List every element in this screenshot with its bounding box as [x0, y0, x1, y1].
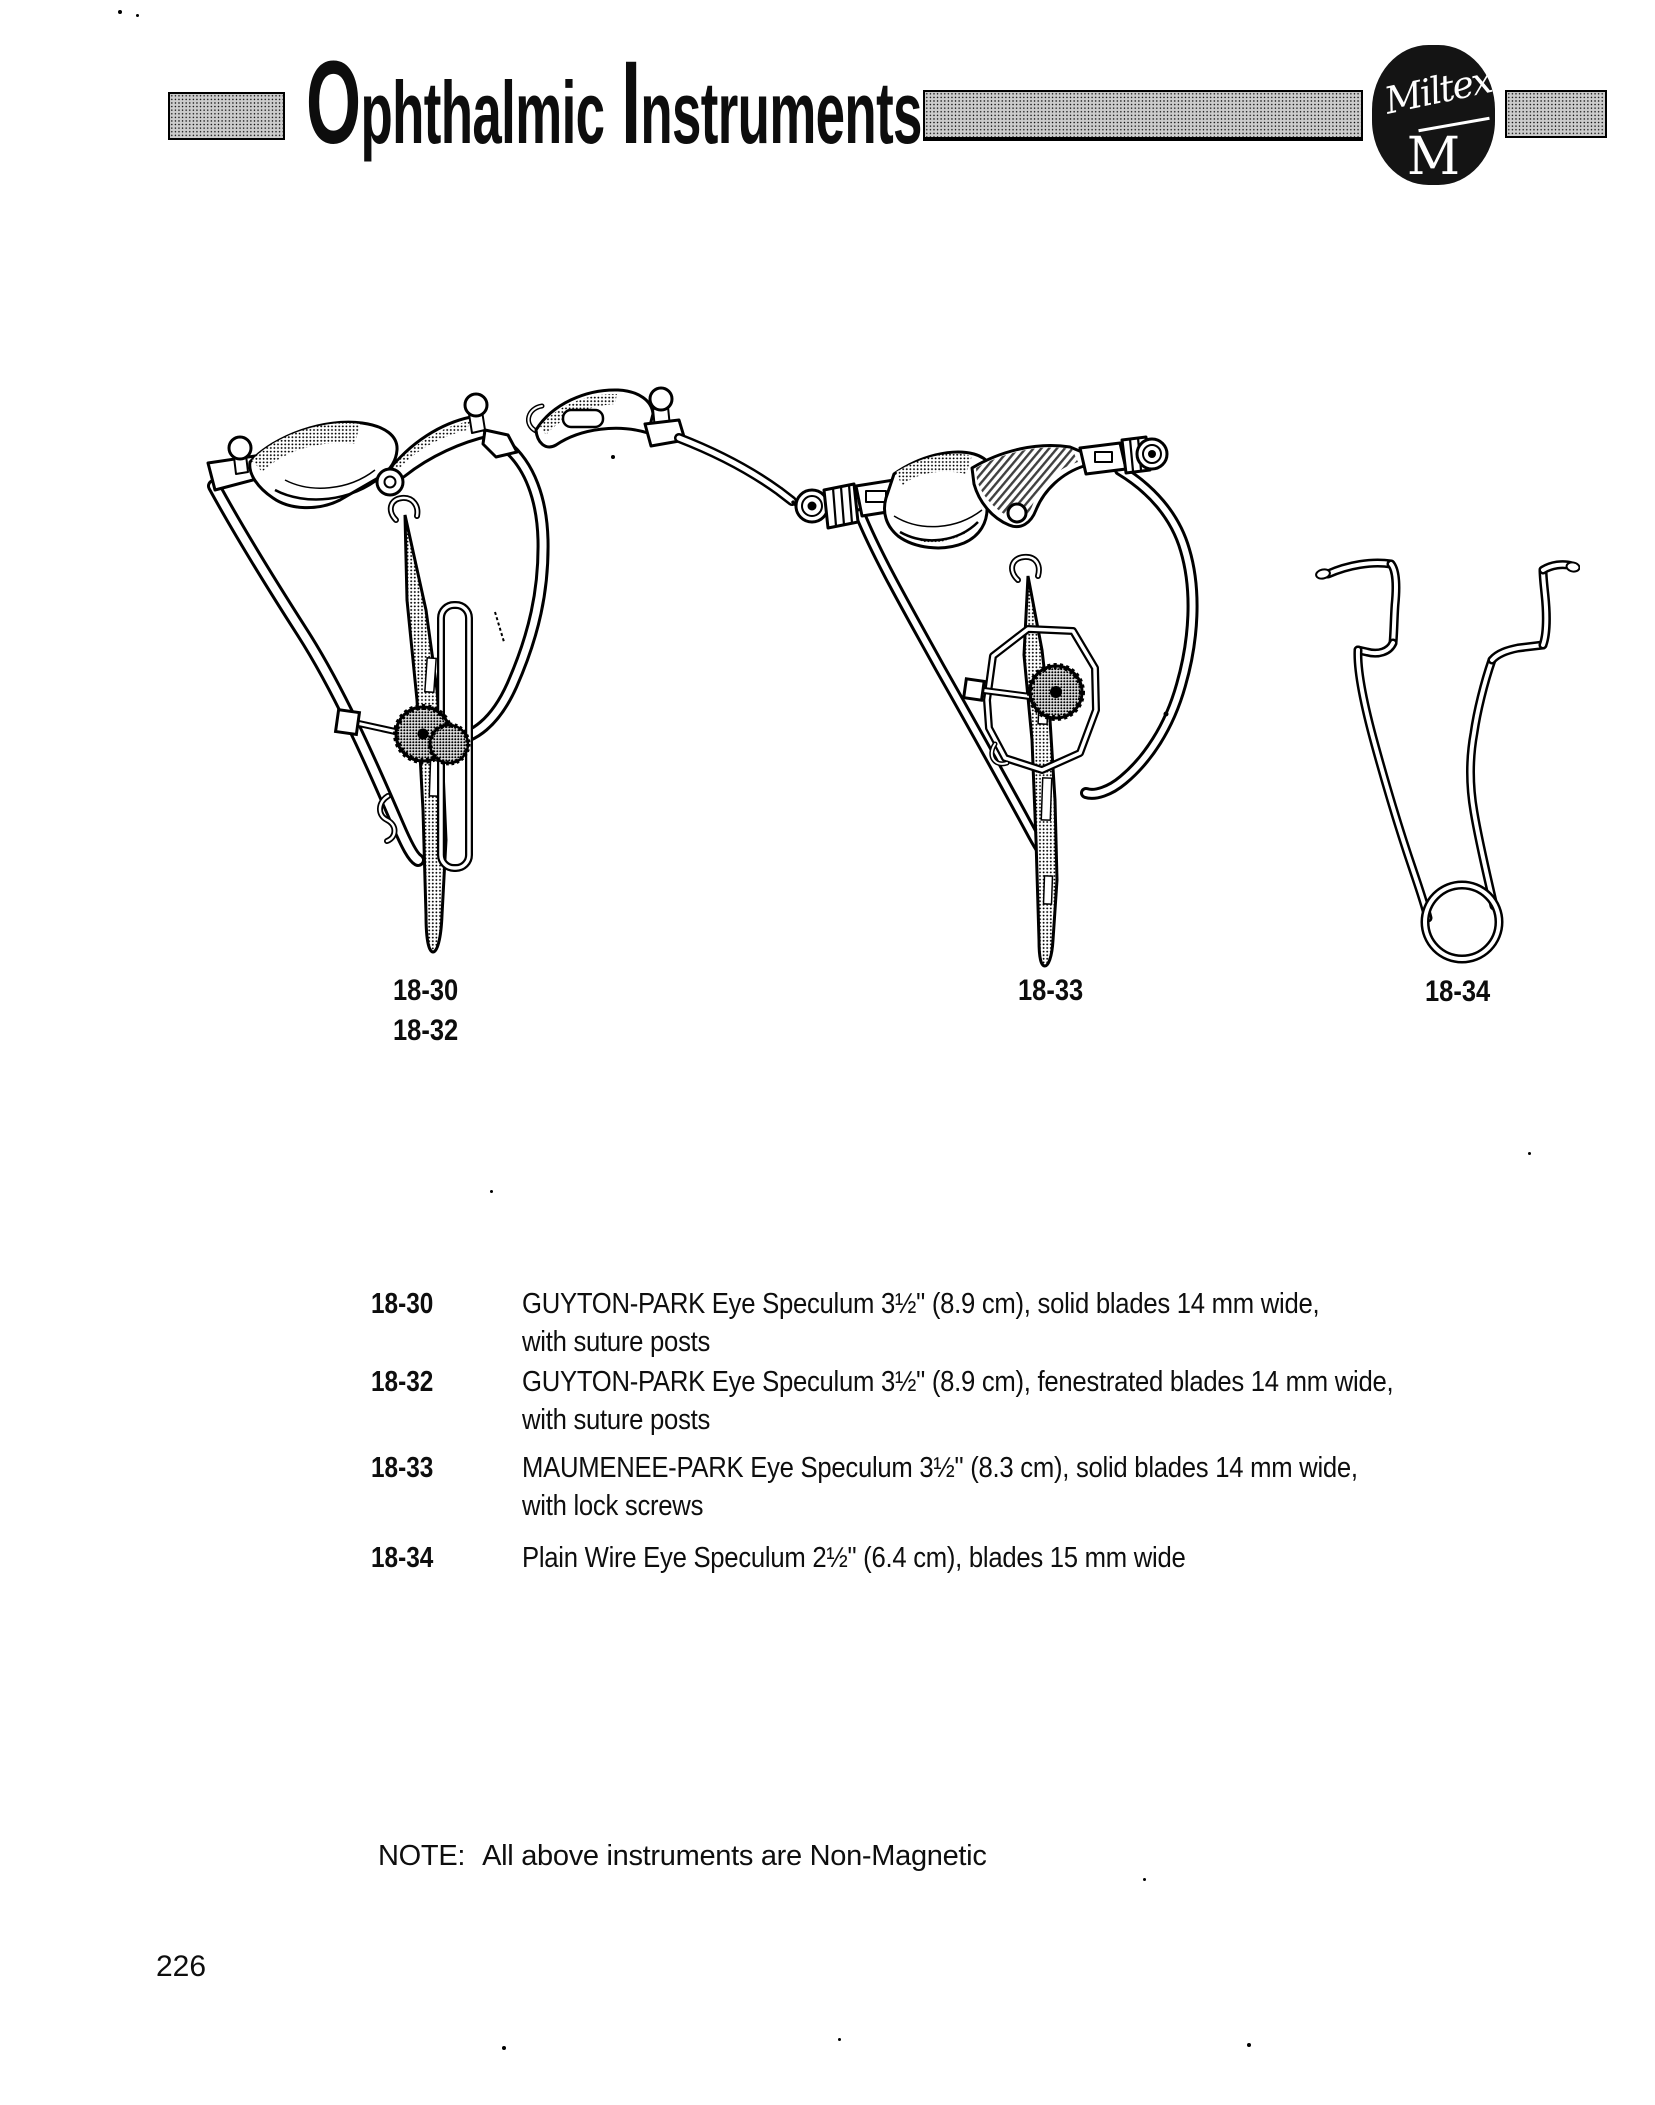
item-description-line2: with lock screws: [522, 1490, 704, 1522]
figure-label-18-30: 18-30: [393, 974, 459, 1007]
left-blade-with-lock-screw: [796, 452, 993, 548]
item-description-line1: Plain Wire Eye Speculum 2½" (6.4 cm), blades 15 mm wide: [522, 1542, 1186, 1574]
scan-speck: [136, 14, 139, 17]
scan-speck: [118, 10, 122, 14]
scan-speck: [1164, 712, 1169, 717]
note-line: [378, 1840, 987, 1873]
fig-plain-wire-speculum-illustration: [1300, 540, 1580, 975]
left-blade-with-suture-post: [208, 422, 397, 508]
scan-speck: [490, 1190, 493, 1193]
figure-label-18-34: 18-34: [1425, 975, 1491, 1008]
item-description-line1: MAUMENEE-PARK Eye Speculum 3½" (8.3 cm), solid blades 14 mm wide,: [522, 1452, 1358, 1484]
fig-maumenee-park-speculum-illustration: [790, 410, 1270, 980]
item-description-line1: GUYTON-PARK Eye Speculum 3½" (8.9 cm), solid blades 14 mm wide,: [522, 1288, 1320, 1320]
header-halftone-bar-left: [168, 92, 285, 140]
title-rest-1: phthalmic: [360, 63, 605, 162]
detached-fenestrated-blade: [528, 388, 799, 509]
item-description-line1: GUYTON-PARK Eye Speculum 3½" (8.9 cm), fenestrated blades 14 mm wide,: [522, 1366, 1394, 1398]
item-code: 18-30: [371, 1288, 434, 1320]
figure-label-18-33: 18-33: [1018, 974, 1084, 1007]
item-code: 18-32: [371, 1366, 434, 1398]
title-rest-2: nstruments: [640, 63, 922, 162]
scan-speck: [502, 2046, 506, 2050]
note-label: NOTE:: [378, 1840, 466, 1872]
scan-speck: [1528, 1152, 1531, 1155]
header-halftone-bar-middle: [923, 90, 1363, 141]
scan-speck: [1143, 1878, 1146, 1881]
item-code: 18-34: [371, 1542, 434, 1574]
figure-label-18-32: 18-32: [393, 1014, 459, 1047]
miltex-logo: [1372, 45, 1495, 185]
speculum-frame-arms: [214, 445, 543, 860]
scan-speck: [1247, 2043, 1251, 2047]
miltex-logo-letter: M: [1406, 127, 1461, 187]
header-halftone-bar-right: [1505, 90, 1607, 138]
scan-speck: [611, 455, 615, 459]
miltex-logo-script: Miltex: [1380, 58, 1495, 123]
note-text: All above instruments are Non-Magnetic: [482, 1840, 987, 1872]
item-description-line2: with suture posts: [522, 1326, 711, 1358]
item-description-line2: with suture posts: [522, 1404, 711, 1436]
wire-speculum: [1315, 561, 1580, 959]
scan-speck: [838, 2038, 841, 2041]
item-code: 18-33: [371, 1452, 434, 1484]
title-initial-2: I: [621, 37, 641, 169]
title-initial-1: O: [306, 37, 361, 169]
page-title: [306, 37, 922, 169]
page-number: 226: [156, 1950, 207, 1983]
fig-guyton-park-speculum-illustration: [190, 360, 800, 975]
